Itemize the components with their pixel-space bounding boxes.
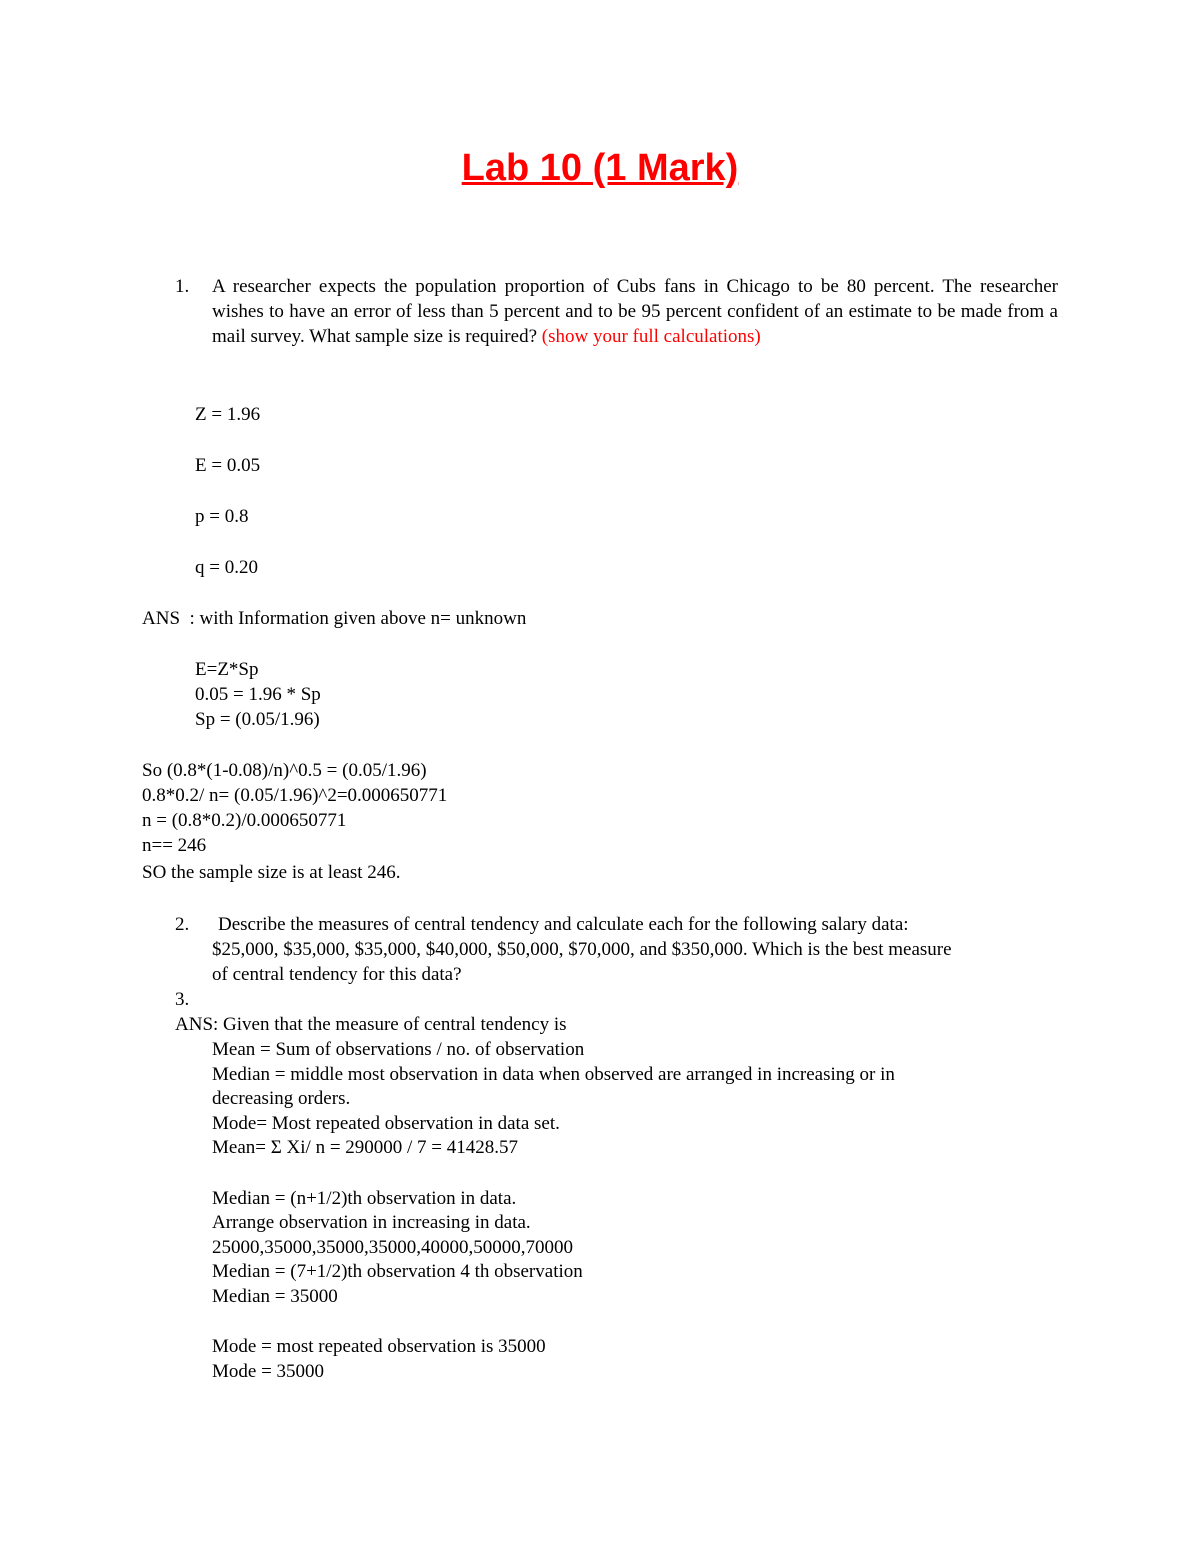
answer-line: Arrange observation in increasing in data. <box>212 1212 531 1233</box>
question-2-line: of central tendency for this data? <box>212 964 462 985</box>
solution-line: 0.8*0.2/ n= (0.05/1.96)^2=0.000650771 <box>142 785 448 806</box>
answer-line: Median = 35000 <box>212 1286 338 1307</box>
given-p: p = 0.8 <box>195 506 249 527</box>
question-1-number: 1. <box>175 276 190 297</box>
answer-line: Mean= Σ Xi/ n = 290000 / 7 = 41428.57 <box>212 1137 519 1158</box>
answer-line: Mode = most repeated observation is 35000 <box>212 1336 546 1357</box>
solution-conclusion: SO the sample size is at least 246. <box>142 862 401 883</box>
question-3-number: 3. <box>175 989 190 1010</box>
answer-line: 25000,35000,35000,35000,40000,50000,70000 <box>212 1237 573 1258</box>
given-z: Z = 1.96 <box>195 404 261 425</box>
question-2-number: 2. <box>175 914 190 935</box>
answer-1-intro: ANS : with Information given above n= unknown <box>142 608 527 629</box>
solution-line: n== 246 <box>142 835 207 856</box>
solution-line: n = (0.8*0.2)/0.000650771 <box>142 810 347 831</box>
question-1-text <box>212 274 1058 349</box>
given-q: q = 0.20 <box>195 557 258 578</box>
answer-line: Median = middle most observation in data when observed are arranged in increasing or in <box>212 1064 895 1085</box>
question-2-line: Describe the measures of central tendency and calculate each for the following salary data: <box>218 914 909 935</box>
answer-line: decreasing orders. <box>212 1088 351 1109</box>
question-2-line: $25,000, $35,000, $35,000, $40,000, $50,000, $70,000, and $350,000. Which is the best measure <box>212 939 952 960</box>
answer-line: Mode= Most repeated observation in data set. <box>212 1113 560 1134</box>
page-title: Lab 10 (1 Mark) <box>461 147 739 189</box>
solution-line: So (0.8*(1-0.08)/n)^0.5 = (0.05/1.96) <box>142 760 427 781</box>
answer-line: Median = (n+1/2)th observation in data. <box>212 1188 517 1209</box>
formula-line: E=Z*Sp <box>195 659 259 680</box>
given-e: E = 0.05 <box>195 455 261 476</box>
answer-2-intro: ANS: Given that the measure of central tendency is <box>175 1014 567 1035</box>
question-1-body: A researcher expects the population proportion of Cubs fans in Chicago to be 80 percent. The researcher wishes to have an error of less than 5 percent and to be 95 percent confident of an estimate to be made from a mail survey. What sample size is required? <box>212 276 1058 347</box>
formula-line: 0.05 = 1.96 * Sp <box>195 684 321 705</box>
answer-line: Mean = Sum of observations / no. of observation <box>212 1039 585 1060</box>
answer-line: Median = (7+1/2)th observation 4 th observation <box>212 1261 583 1282</box>
question-1-note: (show your full calculations) <box>541 326 761 347</box>
formula-line: Sp = (0.05/1.96) <box>195 709 320 730</box>
answer-line: Mode = 35000 <box>212 1361 325 1382</box>
